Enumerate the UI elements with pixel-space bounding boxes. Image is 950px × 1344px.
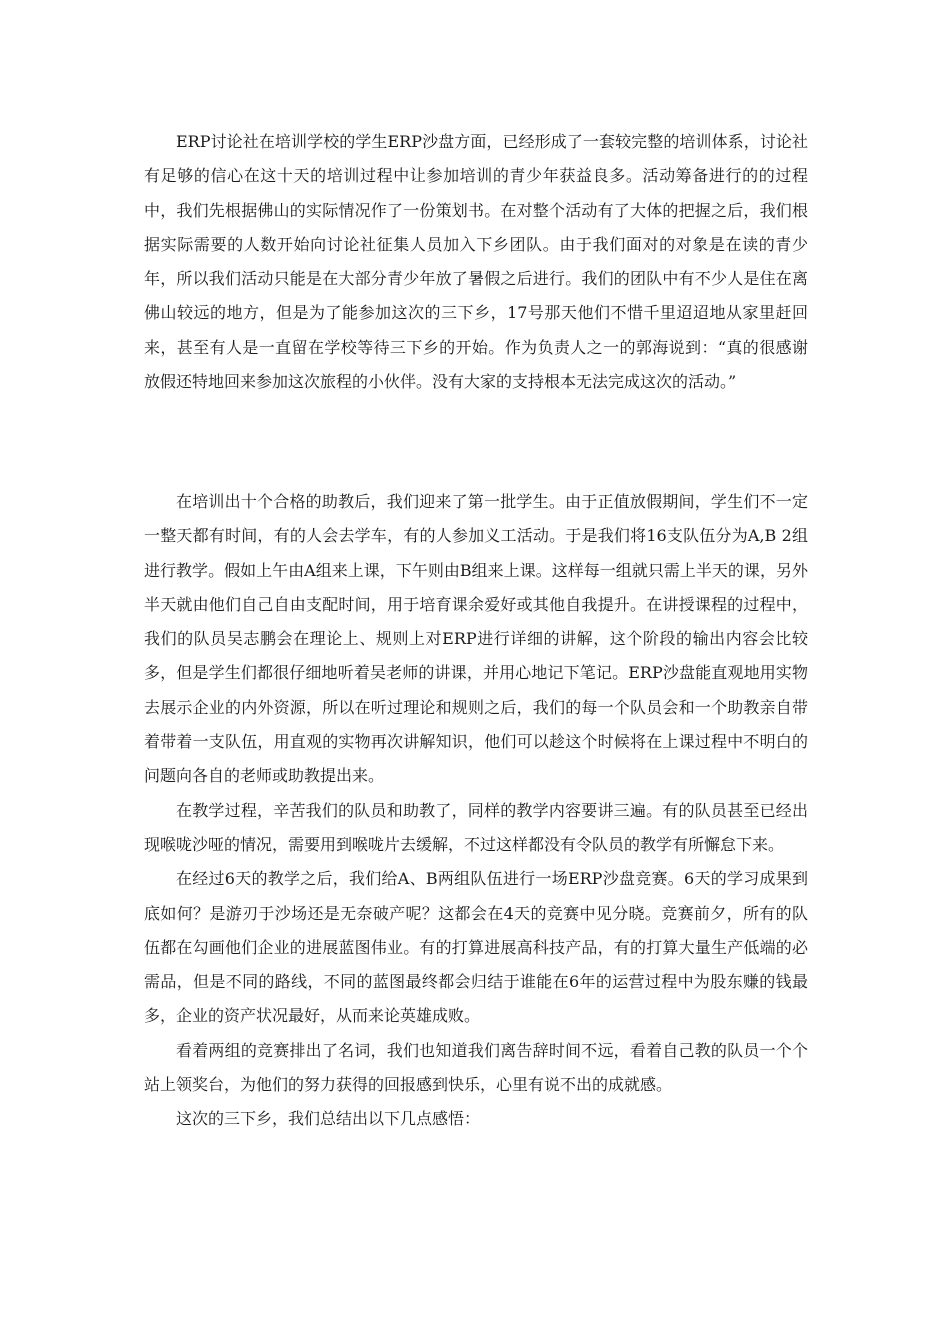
- paragraph-teaching-schedule: 在培训出十个合格的助教后，我们迎来了第一批学生。由于正值放假期间，学生们不一定一整天都有时间，有的人会去学车，有的人参加义工活动。于是我们将16支队伍分为A,B 2组进行教学。假如上午由A组来上课，下午则由B组来上课。这样每一组就只需上半天的课，另外半天就由他们自己自由支配时间，用于培育课余爱好或其他自我提升。在讲授课程的过程中，我们的队员吴志鹏会在理论上、规则上对ERP进行详细的讲解，这个阶段的输出内容会比较多，但是学生们都很仔细地听着吴老师的讲课，并用心地记下笔记。ERP沙盘能直观地用实物去展示企业的内外资源，所以在听过理论和规则之后，我们的每一个队员会和一个助教亲自带着带着一支队伍，用直观的实物再次讲解知识，他们可以趁这个时候将在上课过程中不明白的问题向各自的老师或助教提出来。: [144, 492, 808, 786]
- paragraph-awards: 看着两组的竞赛排出了名词，我们也知道我们离告辞时间不远，看着自己教的队员一个个站上领奖台，为他们的努力获得的回报感到快乐，心里有说不出的成就感。: [144, 1040, 808, 1095]
- section-teaching-and-competition: [144, 485, 808, 1137]
- section-activity-preparation: [144, 125, 808, 399]
- paragraph-competition: 在经过6天的教学之后，我们给A、B两组队伍进行一场ERP沙盘竞赛。6天的学习成果到底如何？是游刃于沙场还是无奈破产呢？这都会在4天的竞赛中见分晓。竞赛前夕，所有的队伍都在勾画他们企业的进展蓝图伟业。有的打算进展高科技产品，有的打算大量生产低端的必需品，但是不同的路线，不同的蓝图最终都会归结于谁能在6年的运营过程中为股东赚的钱最多，企业的资产状况最好，从而来论英雄成败。: [144, 869, 808, 1026]
- paragraph-preparation: ERP讨论社在培训学校的学生ERP沙盘方面，已经形成了一套较完整的培训体系，讨论社有足够的信心在这十天的培训过程中让参加培训的青少年获益良多。活动筹备进行的的过程中，我们先根据佛山的实际情况作了一份策划书。在对整个活动有了大体的把握之后，我们根据实际需要的人数开始向讨论社征集人员加入下乡团队。由于我们面对的对象是在读的青少年，所以我们活动只能是在大部分青少年放了暑假之后进行。我们的团队中有不少人是住在离佛山较远的地方，但是为了能参加这次的三下乡，17号那天他们不惜千里迢迢地从家里赶回来，甚至有人是一直留在学校等待三下乡的开始。作为负责人之一的郭海说到：“真的很感谢放假还特地回来参加这次旅程的小伙伴。没有大家的支持根本无法完成这次的活动。”: [144, 132, 808, 392]
- paragraph-summary-intro: 这次的三下乡，我们总结出以下几点感悟：: [176, 1109, 481, 1129]
- paragraph-teaching-effort: 在教学过程，辛苦我们的队员和助教了，同样的教学内容要讲三遍。有的队员甚至已经出现喉咙沙哑的情况，需要用到喉咙片去缓解，不过这样都没有令队员的教学有所懈怠下来。: [144, 800, 808, 854]
